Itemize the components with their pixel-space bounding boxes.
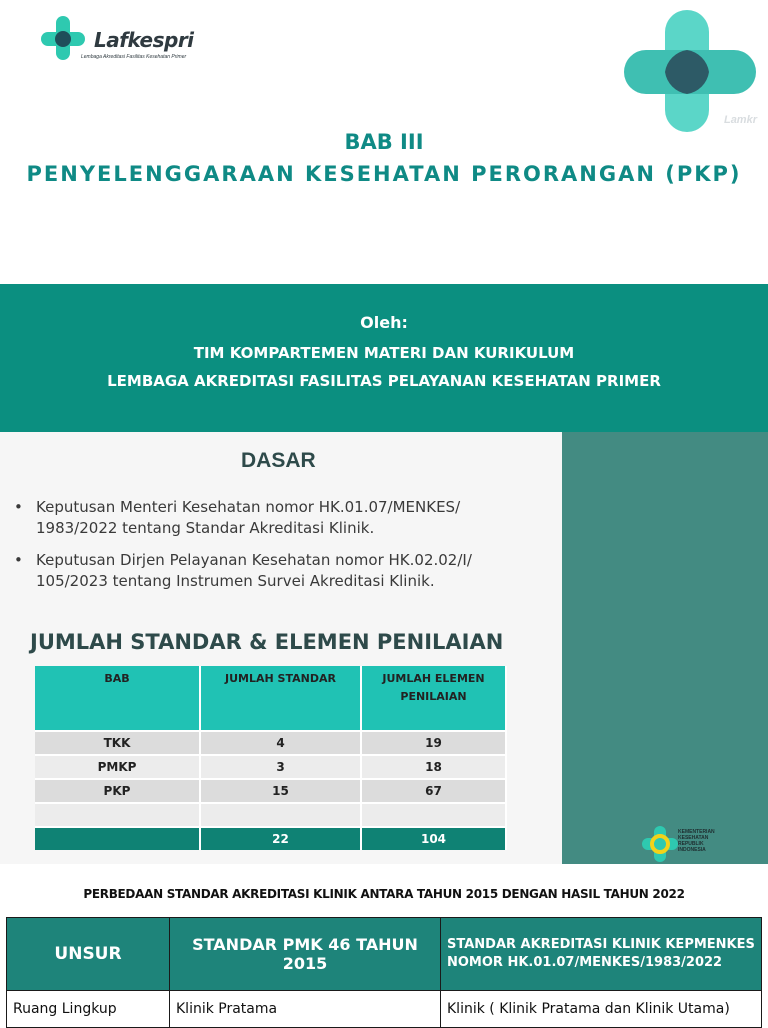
- col-header-pmk-2015: STANDAR PMK 46 TAHUN 2015: [170, 918, 441, 991]
- total-standar: 22: [200, 827, 361, 850]
- table-header-row: [7, 918, 762, 991]
- col-header-bab: BAB: [35, 666, 200, 731]
- cell-bab: PMKP: [35, 755, 200, 779]
- bullet-icon: •: [14, 551, 23, 569]
- total-elemen: 104: [361, 827, 506, 850]
- list-item: [14, 497, 544, 539]
- table-row: [35, 779, 506, 803]
- cell-bab: TKK: [35, 731, 200, 755]
- jumlah-heading: JUMLAH STANDAR & ELEMEN PENILAIAN: [30, 630, 504, 654]
- chapter-subtitle: PENYELENGGARAAN KESEHATAN PERORANGAN (PKP): [26, 162, 742, 186]
- banner-team: TIM KOMPARTEMEN MATERI DAN KURIKULUM: [193, 344, 575, 362]
- cell-unsur: Ruang Lingkup: [7, 991, 170, 1028]
- cell-bab: [35, 803, 200, 827]
- col-header-unsur: UNSUR: [7, 918, 170, 991]
- dasar-list: [14, 497, 544, 603]
- cell-elemen: 18: [361, 755, 506, 779]
- comparison-heading: PERBEDAAN STANDAR AKREDITASI KLINIK ANTARA TAHUN 2015 DENGAN HASIL TAHUN 2022: [83, 887, 685, 901]
- table-row: [35, 803, 506, 827]
- lamkr-logo-name: Lamkr: [723, 114, 757, 126]
- lafkespri-cross-icon: [40, 14, 96, 70]
- author-banner: [0, 284, 768, 432]
- col-header-standar: JUMLAH STANDAR: [200, 666, 361, 731]
- cell-elemen: 19: [361, 731, 506, 755]
- col-header-kepmenkes-2022: STANDAR AKREDITASI KLINIK KEPMENKES NOMOR HK.01.07/MENKES/1983/2022: [441, 918, 762, 991]
- cell-standar: 3: [200, 755, 361, 779]
- cell-kepmenkes-2022: Klinik ( Klinik Pratama dan Klinik Utama): [441, 991, 762, 1028]
- cell-elemen: 67: [361, 779, 506, 803]
- table-row: [35, 731, 506, 755]
- cell-standar: [200, 803, 361, 827]
- lafkespri-logo: [40, 14, 200, 68]
- total-bab: [35, 827, 200, 850]
- cell-standar: 15: [200, 779, 361, 803]
- table-total-row: [35, 827, 506, 850]
- logo-name: Lafkespri: [94, 28, 194, 52]
- side-panel: [562, 432, 768, 864]
- comparison-table: [6, 917, 762, 1028]
- table-row: [7, 991, 762, 1028]
- banner-institution: LEMBAGA AKREDITASI FASILITAS PELAYANAN KESEHATAN PRIMER: [107, 372, 661, 390]
- banner-oleh: Oleh:: [360, 313, 408, 332]
- list-item: [14, 550, 544, 592]
- cell-pmk-2015: Klinik Pratama: [170, 991, 441, 1028]
- dasar-heading: DASAR: [241, 449, 316, 472]
- chapter-title: BAB III: [344, 130, 424, 154]
- table-header-row: [35, 666, 506, 731]
- bullet-icon: •: [14, 498, 23, 516]
- table-row: [35, 755, 506, 779]
- dasar-item-1: Keputusan Menteri Kesehatan nomor HK.01.07/MENKES/ 1983/2022 tentang Standar Akreditasi Klinik.: [36, 498, 461, 537]
- cell-standar: 4: [200, 731, 361, 755]
- kemenkes-logo-text: KEMENTERIAN KESEHATAN REPUBLIK INDONESIA: [678, 829, 715, 853]
- lamkr-logo: [620, 8, 765, 138]
- col-header-elemen: JUMLAH ELEMEN PENILAIAN: [361, 666, 506, 731]
- cell-elemen: [361, 803, 506, 827]
- logo-tagline: Lembaga Akreditasi Fasilitas Kesehatan Primer: [81, 54, 187, 60]
- cell-bab: PKP: [35, 779, 200, 803]
- standards-table: [35, 666, 507, 850]
- dasar-item-2: Keputusan Dirjen Pelayanan Kesehatan nomor HK.02.02/I/ 105/2023 tentang Instrumen Survei Akreditasi Klinik.: [36, 551, 472, 590]
